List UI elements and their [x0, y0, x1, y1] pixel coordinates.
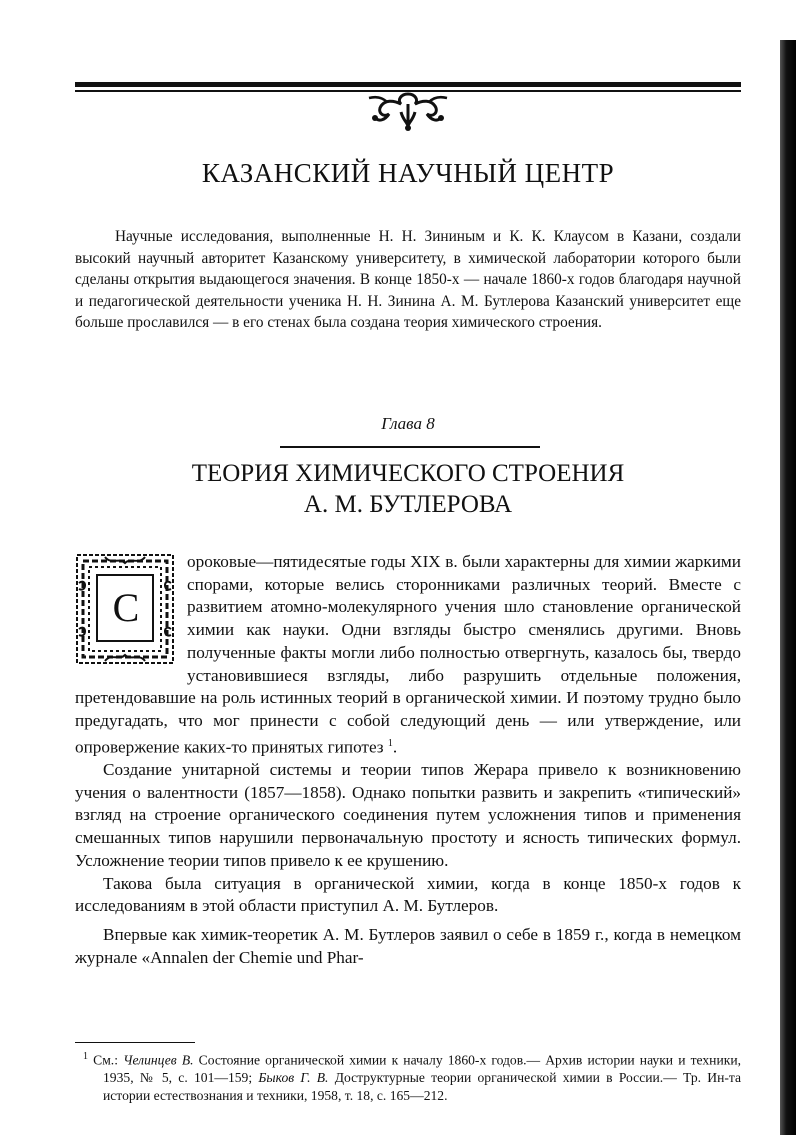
footnote-author-1: Челинцев В.: [123, 1052, 194, 1068]
chapter-rule: [280, 446, 540, 448]
part-abstract: Научные исследования, выполненные Н. Н. Зининым и К. К. Клаусом в Казани, создали высокий научный авторитет Казанскому университету, в химической лаборатории которого были сделаны открытия выдающегося значения. В конце 1850-х — начале 1860-х годов благодаря научной и педагогической деятельности ученика Н. Н. Зинина А. М. Бутлерова Казанский университет еще больше прославился — в его стенах была создана теория химического строения.: [75, 228, 741, 332]
footnote-prefix: См.:: [93, 1052, 118, 1068]
footnote-mark: 1: [83, 1051, 88, 1062]
dropcap: [75, 553, 175, 665]
chapter-title: [75, 458, 741, 520]
footnote: [75, 1048, 741, 1105]
ornament-icon: [363, 90, 453, 132]
scan-edge: [780, 40, 796, 1135]
dropcap-letter: С: [103, 583, 149, 633]
footnote-rule: [75, 1042, 195, 1043]
paragraph-3: Такова была ситуация в органической химии, когда в конце 1850-х годов к исследованиям в этой области приступил А. М. Бутлеров.: [75, 873, 741, 916]
paragraph-4: Впервые как химик-теоретик А. М. Бутлеров заявил о себе в 1859 г., когда в немецком журнале «Annalen der Chemie und Phar-: [75, 924, 741, 967]
chapter-title-line1: ТЕОРИЯ ХИМИЧЕСКОГО СТРОЕНИЯ: [191, 460, 625, 487]
paragraph-1-text: ороковые—пятидесятые годы XIX в. были характерны для химии жаркими спорами, которые велись сторонниками различных теорий. Вместе с развитием атомно-молекулярного учения шло становление органической химии как науки. Одни взгляды быстро сменялись другими. Вновь полученные факты могли либо полностью отвергнуть, казалось бы, твердо установившиеся взгляды, либо разрушить отдельные положения, претендовавшие на роль истинных теорий в органической химии. И поэтому трудно было предугадать, что мог принести с собой следующий день — или утверждение, или опровержение каких-то принятых гипотез: [75, 552, 741, 757]
paragraph-1: С ороковые—пятидесятые годы XIX в. были характерны для химии жаркими спорами, которые велись сторонниками различных теорий. Вместе с развитием атомно-молекулярного учения шло становление органической химии как науки. Одни взгляды быстро сменялись другими. Вновь полученные факты могли либо полностью отвергнуть, казалось бы, твердо установившиеся взгляды, либо разрушить отдельные положения, претендовавшие на роль истинных теорий в органической химии. И поэтому трудно было предугадать, что мог принести с собой следующий день — или утверждение, или опровержение каких-то принятых гипотез $^1$.: [75, 552, 741, 757]
chapter-title-line2: А. М. БУТЛЕРОВА: [303, 491, 513, 518]
footnote-text-2: Доструктурные теории органической химии в России.— Тр. Ин-та истории естествознания и техники, 1958, т. 18, с. 165—212.: [103, 1070, 742, 1104]
chapter-label: Глава 8: [381, 414, 435, 433]
paragraph-2: Создание унитарной системы и теории типов Жерара привело к возникновению учения о валентности (1857—1858). Однако попытки развить и закрепить «типический» взгляд на строение органического соединения путем усложнения типов и применения смешанных типов нарушили первоначальную простоту и ясность типических формул. Усложнение теории типов привело к ее крушению.: [75, 760, 741, 870]
part-title: КАЗАНСКИЙ НАУЧНЫЙ ЦЕНТР: [201, 158, 615, 188]
chapter-body: [75, 551, 741, 969]
footnote-ref[interactable]: 1: [387, 737, 393, 749]
footnote-author-2: Быков Г. В.: [258, 1070, 329, 1086]
footnote-text-1: Состояние органической химии к началу 1860-х годов.— Архив истории науки и техники, 1935, № 5, с. 101—159;: [103, 1052, 742, 1086]
